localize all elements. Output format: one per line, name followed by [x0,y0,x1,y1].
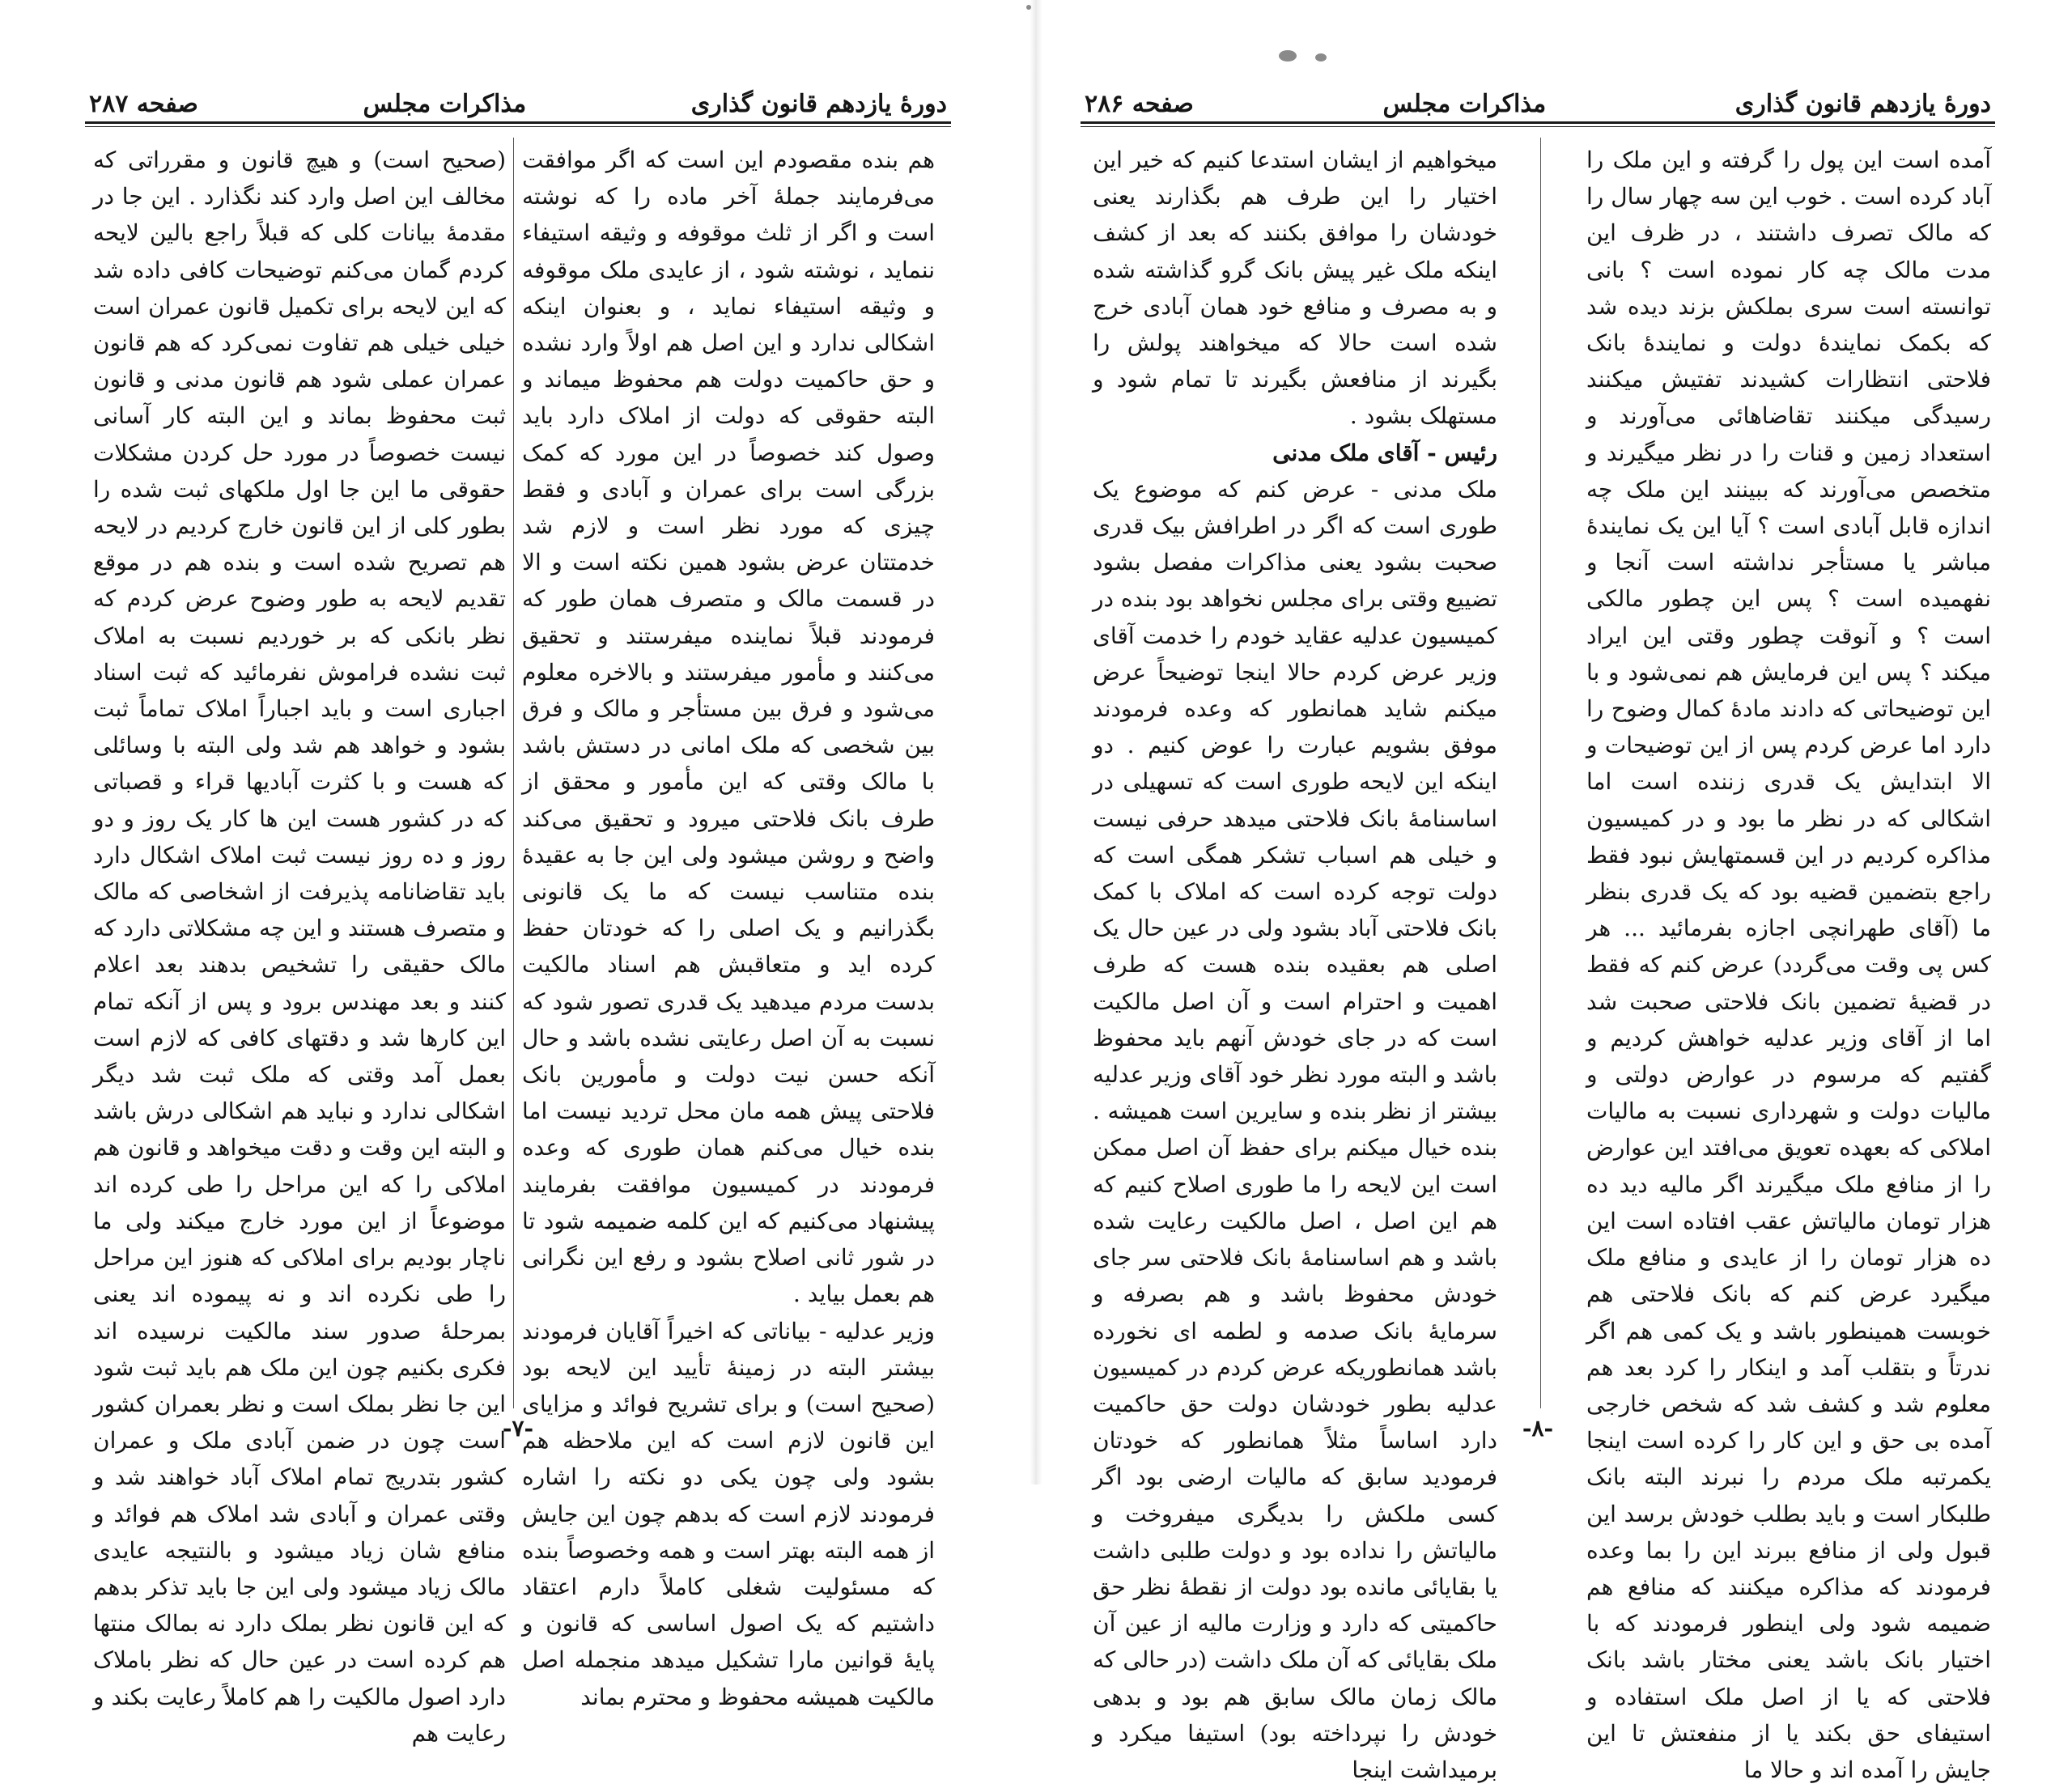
paragraph: وزیر عدلیه - بیاناتی که اخیراً آقایان فرمودند بیشتر البته در زمینهٔ تأیید این لایحه بود (صحیح است) و برای تشریح فوائد و مزایای این قانون لازم است که این ملاحظه هم بشود ولی چون یکی دو نکته را اشاره فرمودند لازم است که بدهم چون این جایش از همه البته بهتر است و همه وخصوصاً بنده که مسئولیت شغلی کاملاً دارم اعتقاد داشتیم که یک اصول اساسی که قانون و پایهٔ قوانین مارا تشکیل میدهد منجمله اصل مالکیت همیشه محفوظ و محترم بماند [522,1317,935,1710]
text-column-2 [93,142,507,1747]
right-page [1036,0,2072,1783]
header-rule-thin [85,126,951,127]
header-title: دورهٔ یازدهم قانون گذاری [690,90,947,118]
text-column-2 [1093,142,1497,1783]
header-center: مذاکرات مجلس [363,90,527,118]
page-footer-number: -۸- [1522,1415,1554,1442]
header-rule-thin [1081,126,1995,127]
text-column-1 [1586,142,1991,1783]
ink-blot [1279,50,1297,62]
paragraph: میخواهیم از ایشان استدعا کنیم که خیر این اختیار را این طرف هم بگذارند یعنی خودشان را موافق بکنند که بعد از کشف اینکه ملک غیر پیش بانک گرو گذاشته شده و به مصرف و منافع خود همان آبادی خرج شده است حالا که میخواهند پولش را بگیرند از منافعش بگیرند تا تمام شود و مستهلک بشود . [1093,147,1497,430]
paragraph: ملک مدنی - عرض کنم که موضوع یک طوری است که اگر در اطرافش بیک قدری صحبت بشود یعنی مذاکرات مفصل بشود تضییع وقتی برای مجلس نخواهد بود بنده در کمیسیون عدلیه عقاید خودم را خدمت آقای وزیر عرض کردم حالا اینجا توضیحاً عرض میکنم شاید همانطور که وعده فرمودند موفق بشویم عبارت را عوض کنیم . دو اینکه این لایحه طوری است که تسهیلی در اساسنامهٔ بانک فلاحتی میدهد حرفی نیست و خیلی هم اسباب تشکر همگی است که دولت توجه کرده است که املاک با کمک بانک فلاحتی آباد بشود ولی در عین حال یک اصلی هم بعقیده بنده هست که طرف اهمیت و احترام است و آن اصل مالکیت است که در جای خودش آنهم باید محفوظ باشد و البته مورد نظر خود آقای وزیر عدلیه بیشتر از نظر بنده و سایرین است همیشه . بنده خیال میکنم برای حفظ آن اصل ممکن است این لایحه را ما طوری اصلاح کنیم که هم این اصل ، اصل مالکیت رعایت شده باشد و هم اساسنامهٔ بانک فلاحتی سر جای خودش محفوظ باشد و هم بصرفه و سرمایهٔ بانک صدمه و لطمه ای نخورده باشد همانطوریکه عرض کردم در کمیسیون عدلیه بطور خودشان دولت حق حاکمیت دارد اساساً مثلاً همانطور که خودتان فرمودید سابق که مالیات ارضی بود اگر کسی ملکش را بدیگری میفروخت و مالیاتش را نداده بود و دولت طلبی داشت یا بقایائی مانده بود دولت از نقطهٔ نظر حق حاکمیتی که دارد و وزارت مالیه از عین آن ملک بقایائی که آن ملک داشت (در حالی که مالک زمان مالک سابق هم بود و بدهی خودش را نپرداخته بود) استیفا میکرد و برمیداشت اینجا [1093,475,1497,1783]
header-title: دورهٔ یازدهم قانون گذاری [1734,90,1991,118]
header-rule [85,121,951,124]
paragraph: آمده است این پول را گرفته و این ملک را آباد کرده است . خوب این سه چهار سال را که مالک تصرف داشتند ، در ظرف این مدت مالک چه کار نموده است ؟ بانی توانسته است سری بملکش بزند دیده شد که بکمک نمایندهٔ دولت و نمایندهٔ بانک فلاحتی انتظارات کشیدند تفتیش میکنند رسیدگی میکنند تقاضاهائی می‌آورند و استعداد زمین و قنات را در نظر میگیرند و متخصص می‌آورند که ببینند این ملک چه اندازه قابل آبادی است ؟ آیا این یک نمایندهٔ مباشر یا مستأجر نداشته است آنجا و نفهمیده است ؟ پس این چطور مالکی است ؟ و آنوقت چطور وقتی این ایراد میکند ؟ پس این فرمایش هم نمی‌شود و با این توضیحاتی که دادند مادهٔ کمال وضوح را دارد اما عرض کردم پس از این توضیحات و الا ابتدایش یک قدری زننده است اما اشکالی که در نظر ما بود و در کمیسیون مذاکره کردیم در این قسمتهایش نبود فقط راجع بتضمین قضیه بود که یک قدری بنظر ما (آقای طهرانچی اجازه بفرمائید ... هر کس پی وقت می‌گردد) عرض کنم که فقط در قضیهٔ تضمین بانک فلاحتی صحبت شد اما از آقای وزیر عدلیه خواهش کردیم و گفتیم که مرسوم در عوارض دولتی و مالیات دولت و شهرداری نسبت به مالیات املاکی که بعهده تعویق می‌افتد این عوارض را از منافع ملک میگیرند اگر مالیه دید ده هزار تومان مالیاتش عقب افتاده است این ده هزار تومان را از عایدی و منافع ملک میگیرد عرض کنم که بانک فلاحتی هم خوبست همینطور باشد و یک کمی هم اگر ندرتاً و بتقلب آمد و اینکار را کرد بعد هم معلوم شد و کشف شد که شخص خارجی آمده بی حق و این کار را کرده است اینجا یکمرتبه ملک مردم را نبرند البته بانک طلبکار است و باید بطلب خودش برسد این قبول ولی از منافع ببرند این را بما وعده فرمودند که مذاکره میکنند که منافع هم ضمیمه شود ولی اینطور فرمودند که با اختیار بانک باشد یعنی مختار باشد بانک فلاحتی که یا از اصل ملک استفاده و استیفای حق بکند یا از منفعتش تا این جایش را آمده اند و حالا ما [1586,147,1991,1783]
ink-blot [1026,5,1031,10]
header-page-label: صفحه ۲۸۷ [89,90,198,118]
header-rule [1081,121,1995,124]
header-page-label: صفحه ۲۸۶ [1085,90,1194,118]
page-header [89,50,947,123]
left-page [0,0,1036,1747]
text-column-1 [522,142,935,1710]
paragraph: هم بنده مقصودم این است که اگر موافقت می‌فرمایند جملهٔ آخر ماده را که نوشته است و اگر از ثلث موقوفه و وثیقه استیفاء ننماید ، نوشته شود ، از عایدی ملک موقوفه و وثیقه استیفاء نماید ، و بعنوان اینکه اشکالی ندارد و این اصل هم اولاً وارد نشده و حق حاکمیت دولت هم محفوظ میماند و البته حقوقی که دولت از املاک دارد باید وصول کند خصوصاً در این مورد که کمک بزرگی است برای عمران و آبادی و فقط چیزی که مورد نظر است و لازم شد خدمتتان عرض بشود همین نکته است و الا در قسمت مالک و متصرف همان طور که فرمودند قبلاً نماینده میفرستند و تحقیق می‌کنند و مأمور میفرستند و بالاخره معلوم می‌شود و فرق بین مستأجر و مالک و فرق بین شخصی که ملک امانی در دستش باشد با مالک وقتی که این مأمور و محقق از طرف بانک فلاحتی میرود و تحقیق می‌کند واضح و روشن میشود ولی این جا به عقیدهٔ بنده متناسب نیست که ما یک قانونی بگذرانیم و یک اصلی را که خودتان حفظ کرده اید و متعاقبش هم اسناد مالکیت بدست مردم میدهید یک قدری تصور شود که نسبت به آن اصل رعایتی نشده باشد و حال آنکه حسن نیت دولت و مأمورین بانک فلاحتی پیش همه مان محل تردید نیست اما بنده خیال می‌کنم همان طوری که وعده فرمودند در کمیسیون موافقت بفرمایند پیشنهاد می‌کنیم که این کلمه ضمیمه شود تا در شور ثانی اصلاح بشود و رفع این نگرانی هم بعمل بیاید . [522,147,935,1308]
page-header [1085,50,1991,123]
page-footer-number: -۷- [502,1415,534,1442]
speaker-line: رئیس - آقای ملک مدنی [1272,439,1497,466]
column-divider [1540,138,1541,1408]
paragraph: (صحیح است) و هیچ قانون و مقرراتی که مخالف این اصل وارد کند نگذارد . این جا در مقدمهٔ بیانات کلی که قبلاً راجع بالین لایحه کردم گمان می‌کنم توضیحات کافی داده شد که این لایحه برای تکمیل قانون عمران است خیلی خیلی هم تفاوت نمی‌کرد که هم قانون عمران عملی شود هم قانون مدنی و قانون ثبت محفوظ بماند و این البته کار آسانی نیست خصوصاً در مورد حل کردن مشکلات حقوقی ما این جا اول ملکهای ثبت شده را بطور کلی از این قانون خارج کردیم در لایحه هم تصریح شده است و بنده هم در موقع تقدیم لایحه به طور وضوح عرض کردم که نظر بانکی که بر خوردیم نسبت به املاک ثبت نشده فراموش نفرمائید که ثبت اسناد اجباری است و باید اجباراً املاک تماماً ثبت بشود و خواهد هم شد ولی البته با وسائلی که هست و با کثرت آبادیها قراء و قصباتی که در کشور هست این ها کار یک روز و دو روز و ده روز نیست ثبت املاک اشکال دارد باید تقاضانامه پذیرفت از اشخاصی که مالک و متصرف هستند و این چه مشکلاتی دارد که مالک حقیقی را تشخیص بدهند بعد اعلام کنند و بعد مهندس برود و پس از آنکه تمام این کارها شد و دقتهای کافی که لازم است بعمل آمد وقتی که ملک ثبت شد دیگر اشکالی ندارد و نباید هم اشکالی درش باشد و البته این وقت و دقت میخواهد و قانون هم املاکی را که این مراحل را طی کرده اند موضوعاً از این مورد خارج میکند ولی ما ناچار بودیم برای املاکی که هنوز این مراحل را طی نکرده اند و نه پیموده اند یعنی بمرحلهٔ صدور سند مالکیت نرسیده اند فکری بکنیم چون این ملک هم باید ثبت شود این جا نظر بملک است و نظر بعمران کشور است چون در ضمن آبادی ملک و عمران کشور بتدریج تمام املاک آباد خواهند شد و وقتی عمران و آبادی شد املاک هم فوائد و منافع شان زیاد میشود و بالنتیجه عایدی مالک زیاد میشود ولی این جا باید تذکر بدهم که این قانون نظر بملک دارد نه بمالک منتها هم کرده است در عین حال که نظر باملاک دارد اصول مالکیت را هم کاملاً رعایت بکند و رعایت هم [93,147,507,1747]
ink-blot [1315,53,1327,62]
column-divider [513,138,514,1408]
header-center: مذاکرات مجلس [1382,90,1547,118]
